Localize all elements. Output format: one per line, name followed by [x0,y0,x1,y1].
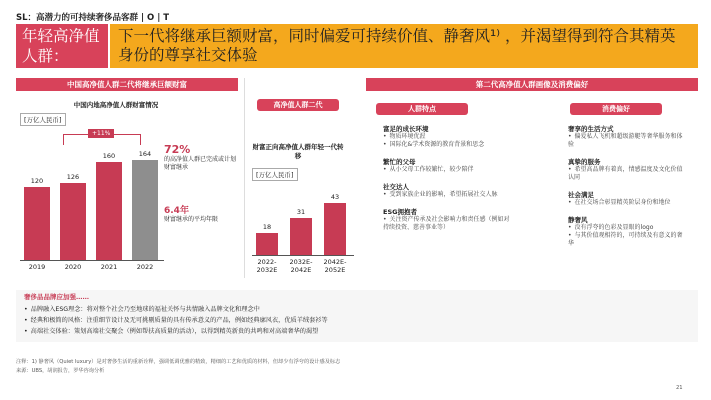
profile-item [383,207,513,232]
left-section-header: 中国高净值人群二代将继承巨额财富 [16,78,238,91]
footer-line: • 高端社交体验：策划高端社交聚会（例如帮扶高质量的活动），以得到精英新贵的共鸣和对高端奢华的渴望 [24,326,692,337]
col1-list [383,124,513,240]
profile-item [568,190,688,207]
bar-value-label: 126 [66,173,80,181]
footer-lines [24,304,692,337]
profile-item-text: • 关注资产传承及社会影响力和责任感（例如对持续投资、慈善事业等） [383,216,513,232]
page-number: 21 [676,385,683,391]
bar-value-label: 160 [102,152,116,161]
main-title: 下一代将继承巨额财富，同时偏爱可持续价值、静奢风¹⁾ ，并渴望得到符合其精英身份的尊享社交体验 [110,24,698,68]
divider [244,78,245,278]
x-tick-label: 2022-2032E [256,258,278,274]
bar-2020 [60,183,86,260]
profile-item-title: 富足的成长环境 [383,125,429,133]
profile-item-title: 社会满足 [568,191,594,199]
profile-item-title: 真挚的服务 [568,158,601,166]
chart2-subtitle: 财富正向高净值人群年轻一代转移 [252,143,344,160]
chart2-unit: [万亿人民币] [252,168,298,181]
profile-item [383,124,513,149]
bar-2021 [96,162,122,260]
stat2-text: 财富继承的平均年限 [164,216,219,223]
chart1-unit: [万亿人民币] [20,113,66,126]
x-tick-label: 2042E-2052E [323,258,347,274]
profile-item-text: • 与其价值观相符的，可持续及有意义的奢华 [568,232,688,248]
profile-item-text: • 偏爱私人飞机和超级游艇等奢华服务和体验 [568,133,688,149]
profile-item-title: 繁忙的父母 [383,158,416,166]
profile-item-title: 社交达人 [383,183,409,191]
x-axis [252,255,354,256]
profile-item-title: ESG拥抱者 [383,208,417,216]
profile-item-text: • 希望高品牌有着真，情感温度及文化价值认同 [568,166,688,182]
profile-item [383,182,513,199]
footnote: 注释：1) 静奢风（Quiet luxury）是对奢侈生活的重新诠释，强调低调优雅的精致，精细的工艺和优质的材料，但却少有浮夸的设计感及标志 [16,359,341,365]
profile-item [383,157,513,174]
bar-value-label: 43 [330,193,340,202]
profile-item-title: 奢享的生活方式 [568,125,614,133]
x-tick-label: 2021 [100,263,118,271]
footer-line: • 品牌融入ESG理念：将对整个社会乃至地球的福祉关怀与共情融入品牌文化和理念中 [24,304,692,315]
col1-header: 人群特点 [376,103,468,115]
bar-value-label: 120 [30,176,44,185]
col2-header: 消费偏好 [570,103,662,115]
profile-item-text: • 在社交场合彰显精英阶层身份和地位 [568,199,688,207]
growth-label: +11% [88,129,114,138]
footer-line: • 经典和极简的风格：注重细节设计及无可挑剔质量的具有传承意义的产品，例如经典廓风衣，优质羊绒套衫等 [24,315,692,326]
profile-item [568,157,688,182]
chart2-title: 高净值人群二代 [257,99,339,111]
profile-item-title: 静奢风 [568,216,588,224]
profile-item-text: • 国际化&学术资源的教育背景和思念 [383,141,513,149]
profile-item-text: • 从小父母工作较繁忙，较少陪伴 [383,166,513,174]
source-note: 来源：UBS，胡润报告，罗华咨询分析 [16,368,105,374]
profile-item [568,215,688,248]
bar-2022-2032E [256,233,278,255]
transfer-bar-chart [252,185,352,280]
profile-item-text: • 没有浮夸的色彩及显眼的logo [568,224,688,232]
bar-value-label: 31 [296,207,306,216]
stat1-value: 72% [164,143,191,156]
bar-2022 [132,160,158,260]
stat2-value: 6.4年 [164,206,189,216]
col2-list [568,124,688,256]
wealth-bar-chart [20,130,154,275]
x-axis [20,260,164,261]
x-tick-label: 2019 [28,263,46,271]
left-title: 年轻高净值人群： [16,24,108,68]
bar-2019 [24,187,50,260]
footer-heading: 奢侈品品牌应加强…… [24,293,89,301]
bar-2032E-2042E [290,218,312,255]
bar-value-label: 164 [138,149,152,158]
profile-item [568,124,688,149]
bar-value-label: 18 [262,223,272,232]
right-section-header: 第二代高净值人群画像及消费偏好 [366,78,698,91]
x-tick-label: 2032E-2042E [289,258,313,274]
x-tick-label: 2020 [64,263,82,271]
profile-item-text: • 受到家族企业的影响，希望拓展社交人脉 [383,191,513,199]
chart1-title: 中国内地高净值人群财富情况 [73,101,159,109]
section-tag: SL：高潜力的可持续奢侈品客群 | O | T [16,13,170,23]
bar-2042E-2052E [324,203,346,255]
x-tick-label: 2022 [136,263,154,271]
profile-item-text: • 物质环境优渥 [383,133,513,141]
stat1-text: 的高净值人群已完成或计划财富继承 [164,156,237,171]
